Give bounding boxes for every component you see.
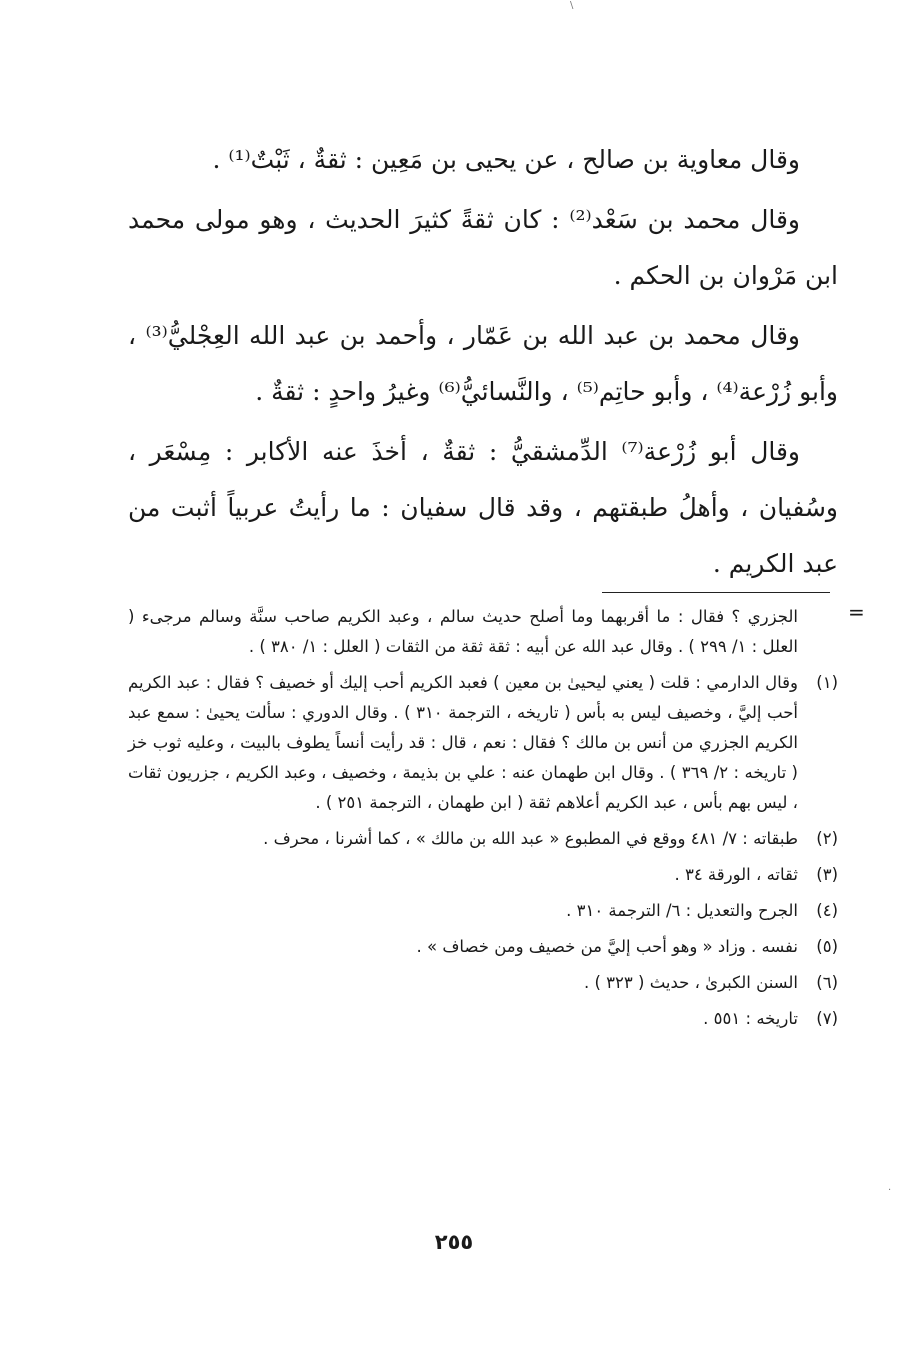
footnote-continuation-text: الجزري ؟ فقال : ما أقربهما وما أصلح حديث سالم ، وعبد الكريم صاحب سنَّة وسالم مرجىء ( العلل : ١/ ٢٩٩ ) . وقال عبد الله عن أبيه : ثقة ثقة من الثقات ( العلل : ١/ ٣٨٠ ) . (128, 607, 798, 656)
footnote-number: (٢) (816, 829, 838, 848)
footnote-text: وقال الدارمي : قلت ( يعني ليحيىٰ بن معين ) فعبد الكريم أحب إليك أو خصيف ؟ فقال : عبد الكريم أحب إليَّ ، وخصيف ليس به بأس ( تاريخه ، الترجمة ٣١٠ ) . وقال الدوري : سألت يحيىٰ : سمع عبد الكريم الجزري من أنس بن مالك ؟ فقال : نعم ، قال : قد رأيت أنساً يطوف بالبيت ، وعليه ثوب خز ( تاريخه : ٢/ ٣٦٩ ) . وقال ابن طهمان عنه : علي بن بذيمة ، وخصيف ، وعبد الكريم ، جزريون ثقات ، ليس بهم بأس ، عبد الكريم أعلاهم ثقة ( ابن طهمان ، الترجمة ٢٥١ ) . (128, 673, 798, 812)
footnote-4 (128, 896, 838, 926)
footnote-text: ثقاته ، الورقة ٣٤ . (674, 865, 798, 884)
footnote-number: (٣) (816, 865, 838, 884)
paragraph-3: وقال محمد بن عبد الله بن عَمّار ، وأحمد بن عبد الله العِجْليُّ⁽³⁾ ، وأبو زُرْعة⁽⁴⁾ ، وأبو حاتِم⁽⁵⁾ ، والنَّسائيُّ⁽⁶⁾ وغيرُ واحدٍ : ثقةٌ . (128, 321, 838, 406)
scan-speck: \ (570, 0, 574, 11)
footnote-number: (٤) (816, 901, 838, 920)
footnote-6 (128, 968, 838, 998)
main-text (128, 132, 838, 592)
footnotes (128, 602, 838, 1034)
footnote-text: تاريخه : ٥٥١ . (703, 1009, 798, 1028)
footnote-number: (٧) (816, 1009, 838, 1028)
footnote-separator (602, 592, 830, 593)
footnote-7 (128, 1004, 838, 1034)
footnote-number: (١) (816, 673, 838, 692)
footnote-number: (٦) (816, 973, 838, 992)
footnote-5 (128, 932, 838, 962)
scan-speck: · (888, 1185, 892, 1196)
footnote-text: طبقاته : ٧/ ٤٨١ ووقع في المطبوع « عبد الله بن مالك » ، كما أشرنا ، محرف . (263, 829, 798, 848)
footnote-text: الجرح والتعديل : ٦/ الترجمة ٣١٠ . (566, 901, 798, 920)
paragraph-2: وقال محمد بن سَعْد⁽²⁾ : كان ثقةً كثيرَ الحديث ، وهو مولى محمد ابن مَرْوان بن الحكم . (128, 205, 838, 290)
footnote-1 (128, 668, 838, 818)
footnote-text: نفسه . وزاد « وهو أحب إليَّ من خصيف ومن خصاف » . (416, 937, 798, 956)
paragraph-1: وقال معاوية بن صالح ، عن يحيى بن مَعِين : ثقةٌ ، ثَبْتٌ⁽¹⁾ . (212, 145, 800, 174)
footnote-number: (٥) (816, 937, 838, 956)
footnote-3 (128, 860, 838, 890)
continuation-marker: = (848, 600, 865, 624)
page-number: ٢٥٥ (434, 1230, 474, 1254)
footnote-continuation (128, 602, 838, 662)
footnote-2 (128, 824, 838, 854)
paragraph-4: وقال أبو زُرْعة⁽⁷⁾ الدِّمشقيُّ : ثقةٌ ، أخذَ عنه الأكابر : مِسْعَر ، وسُفيان ، وأهلُ طبقتهم ، وقد قال سفيان : ما رأيتُ عربياً أثبت من عبد الكريم . (128, 437, 838, 578)
footnote-text: السنن الكبرىٰ ، حديث ( ٣٢٣ ) . (584, 973, 798, 992)
